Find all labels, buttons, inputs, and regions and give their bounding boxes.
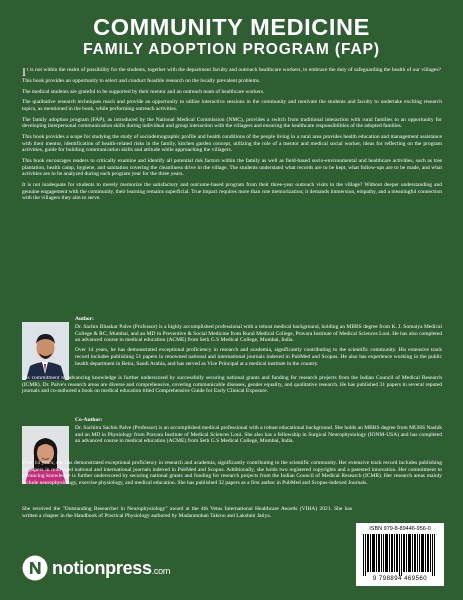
author-portrait-icon — [22, 322, 69, 380]
blurb-paragraph: This book provides an opportunity to select and conduct feasible research on the locally prevalent problems. — [22, 77, 261, 84]
author-bio-paragraph: Over 14 years, he has demonstrated exceptional proficiency in research and academia, significantly contributing to the scientific community. His extensive track record includes publishing 51 papers in renowned national and international journals indexed in PubMed and Scopus. He also has experience working in the public health department in Beira, Saudi Arabia, and has served as Vice Principal at a medical institute in the country. — [75, 347, 442, 367]
coauthor-heading: Co-Author: — [75, 417, 103, 423]
author-bio-paragraph: Dr. Sachin Bhaskar Palve (Professor) is a highly accomplished professional with a robust medical background, holding an MBBS degree from K. J. Somaiya Medical College & RC, Mumbai, and an MD in Preventive & Social Medicine from Rural Medical College, Pravara Institute of Medical Sciences Loni. He has also completed an advanced course in medical education (ACME) from Seth G.S Medical College, Mumbai, India. — [75, 324, 442, 344]
author-section — [75, 316, 442, 371]
book-title: COMMUNITY MEDICINE — [93, 14, 370, 40]
publisher-name-suffix: .com — [151, 565, 171, 576]
barcode-digits: 9 798894 469560 — [372, 576, 428, 582]
blurb-paragraph: The qualitative research techniques reach and provide an opportunity to utilize interactive sessions in the community and motivate the students and faculty to undertake exciting research topics, as mentioned in the book, while performing outreach activities. — [22, 99, 442, 112]
coauthor-bio-continued: Over 14 years, she has demonstrated exceptional proficiency in research and academia, significantly contributing to the scientific community. Her extensive track record includes publishing 32 papers in renowned national and international journals indexed in PubMed and Scopus. Additionally, she holds two registered copyrights and a patented innovation. Her commitment to advancing knowledge is further underscored by securing national grants and funding for research projects from the Indian Council of Medical Research (ICMR). Her research areas mainly include neurophysiology, exercise physiology, and medical education. She has published 32 papers as a first author in PubMed and Scopus-indexed Journals. — [22, 460, 442, 486]
notionpress-logo-icon — [22, 555, 48, 581]
blurb-paragraph: The medical students are grateful to be supported by their mentor and an outreach team of healthcare workers. — [22, 88, 265, 95]
blurb-paragraph: This book encourages readers to critically examine and identify all potential risk factors within the family as well as field-based socio-environmental and healthcare activities, such as tree plantation, health camp, hygiene, and sanitation covering the cleanliness drive in the village. The students understand what records are to be kept, what follow-ups are to be made, and what activities are to be analyzed during each program year for the three years. — [22, 158, 442, 178]
publisher-logo — [22, 553, 170, 583]
coauthor-extra: She received the "Outstanding Researcher in Neurophysiology" award at the 4th Vetus International Healthcare Awards (VIHA) 2021. She has written a chapter in the Handbook of Practical Physiology authored by Madanmohan Takroo and Lakshmi Jatiya. — [22, 506, 352, 519]
publisher-name-main: notionpress — [52, 557, 152, 578]
barcode-icon — [363, 534, 437, 576]
blurb-paragraph: This book provides a scope for studying the study of sociodemographic profile and health conditions of the people living in a rural area provides health education and management assistance with their mentor, identification of health-related risks in the family, kitchen garden concept, utilizing the role of a mentor and medical social worker, ideas for reflecting on the program activities, guide for building communication skills and attitude while approaching the villagers. — [22, 134, 442, 154]
blurb-paragraph: It is not inadequate for students to merely memorize the satisfactory and outcome-based program from their three-year outreach visits to the village? Without deeper understanding and genuine engagement with the community, their learning remains superficial. True impact requires more than rote memorization; it demands immersion, empathy, and a meaningful connection with the villagers they aim to serve. — [22, 182, 442, 202]
author-heading: Author: — [75, 316, 94, 322]
publisher-name — [52, 558, 170, 579]
isbn-text: ISBN 979-8-89446-956-0 — [369, 526, 431, 532]
author-photo — [22, 322, 69, 380]
author-extra: His commitment to advancing knowledge is further underscored by successfully securing national grants and funding for research projects from the Indian Council of Medical Research (ICMR). Dr. Palve's research areas are diverse and comprehensive, covering communicable diseases, gender equality, and qualitative research. He has published 31 papers in several reputed journals and co-authored a book on medical education titled Comprehensive Guide for Early Clinical Exposure. — [22, 375, 442, 395]
blurb — [22, 67, 442, 206]
isbn-barcode — [356, 523, 444, 586]
book-subtitle: FAMILY ADOPTION PROGRAM (FAP) — [83, 41, 380, 58]
coauthor-bio-paragraph: Dr. Sachitra Sachin Palve (Professor) is an accomplished medical professional with a robust educational background. She holds an MBBS degree from MUHS Nashik and an MD in Physiology from Pravara Institute of Medical Sciences Loni. She also has a fellowship in Surgical Neurophysiology (IONM-USA) and has completed an advanced course in medical education (ACME) from Seth G.S Medical College, Mumbai, India. — [75, 425, 442, 445]
blurb-paragraph: It is not within the realm of possibility for the students, together with the department faculty and outreach healthcare workers, to embrace the duty of safeguarding the health of our villages? — [22, 65, 441, 79]
blurb-paragraph: The family adoption program (FAP), as introduced by the National Medical Commission (NMC), provides a switch from traditional interaction with rural families to an opportunity for developing interpersonal communication skills during individual and group interaction with the villagers and ensuring the healthcare responsibilities of the adopted families. — [22, 116, 442, 130]
coauthor-section — [75, 417, 442, 448]
